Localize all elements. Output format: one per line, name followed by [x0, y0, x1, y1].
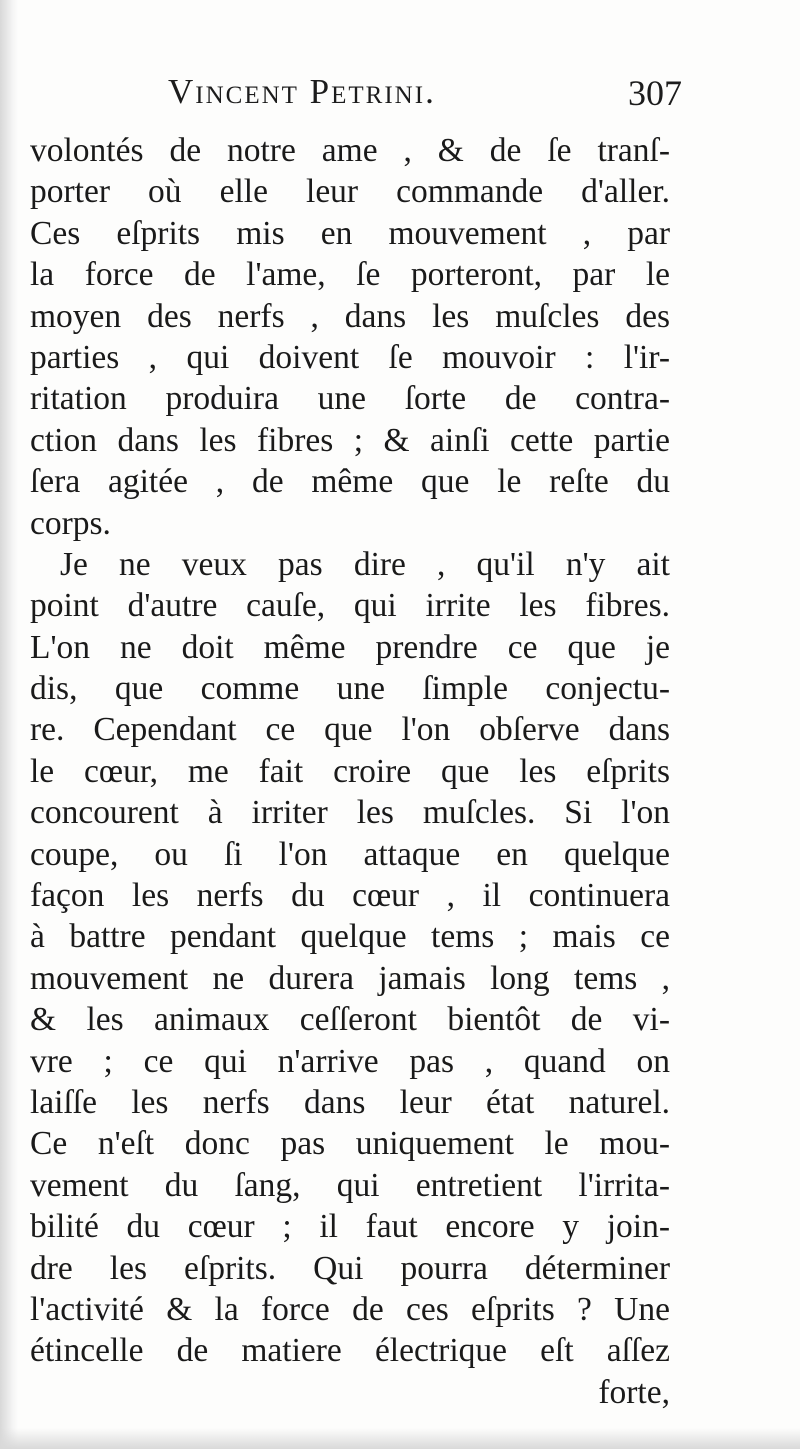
- text-line: coupe, ou ſi l'on attaque en quelque: [30, 835, 670, 873]
- running-title: Vincent Petrini.: [168, 72, 436, 111]
- text-line: concourent à irriter les muſcles. Si l'on: [30, 794, 670, 832]
- text-line: étincelle de matiere électrique eſt aſſez: [30, 1332, 670, 1370]
- text-line: parties , qui doivent ſe mouvoir : l'ir-: [30, 338, 670, 376]
- text-line: ſera agitée , de même que le reſte du: [30, 463, 670, 501]
- text-line: le cœur, me fait croire que les eſprits: [30, 752, 670, 790]
- text-line: ction dans les fibres ; & ainſi cette partie: [30, 421, 670, 459]
- text-line: re. Cependant ce que l'on obſerve dans: [30, 711, 670, 749]
- text-line: L'on ne doit même prendre ce que je: [30, 628, 670, 666]
- text-line: dis, que comme une ſimple conjectu-: [30, 670, 670, 708]
- body-text: [30, 130, 670, 1413]
- text-line: volontés de notre ame , & de ſe tranſ-: [30, 132, 670, 169]
- text-line: bilité du cœur ; il faut encore y join-: [30, 1208, 670, 1246]
- text-line: moyen des nerfs , dans les muſcles des: [30, 297, 670, 335]
- text-line: façon les nerfs du cœur , il continuera: [30, 877, 670, 915]
- text-line: Ces eſprits mis en mouvement , par: [30, 214, 670, 252]
- text-line: vement du ſang, qui entretient l'irrita-: [30, 1166, 670, 1204]
- text-line: dre les eſprits. Qui pourra déterminer: [30, 1249, 670, 1287]
- text-line: corps.: [30, 504, 111, 542]
- text-line: la force de l'ame, ſe porteront, par le: [30, 256, 670, 294]
- text-line: Ce n'eſt donc pas uniquement le mou-: [30, 1125, 670, 1163]
- text-line: porter où elle leur commande d'aller.: [30, 173, 670, 211]
- text-line: point d'autre cauſe, qui irrite les fibres.: [30, 587, 670, 625]
- text-line: forte,: [598, 1373, 670, 1411]
- text-line: vre ; ce qui n'arrive pas , quand on: [30, 1042, 670, 1080]
- page-header: [30, 72, 682, 122]
- text-line: mouvement ne durera jamais long tems ,: [30, 959, 670, 997]
- text-line: à battre pendant quelque tems ; mais ce: [30, 918, 670, 956]
- page-number: 307: [628, 73, 682, 113]
- text-line: ritation produira une ſorte de contra-: [30, 380, 670, 418]
- text-line: & les animaux ceſſeront bientôt de vi-: [30, 1001, 670, 1039]
- text-line: l'activité & la force de ces eſprits ? Une: [30, 1290, 670, 1328]
- text-line: laiſſe les nerfs dans leur état naturel.: [30, 1083, 670, 1121]
- text-line: Je ne veux pas dire , qu'il n'y ait: [60, 545, 670, 583]
- page-bottom-edge: [0, 1428, 800, 1449]
- gutter-shadow: [0, 0, 18, 1449]
